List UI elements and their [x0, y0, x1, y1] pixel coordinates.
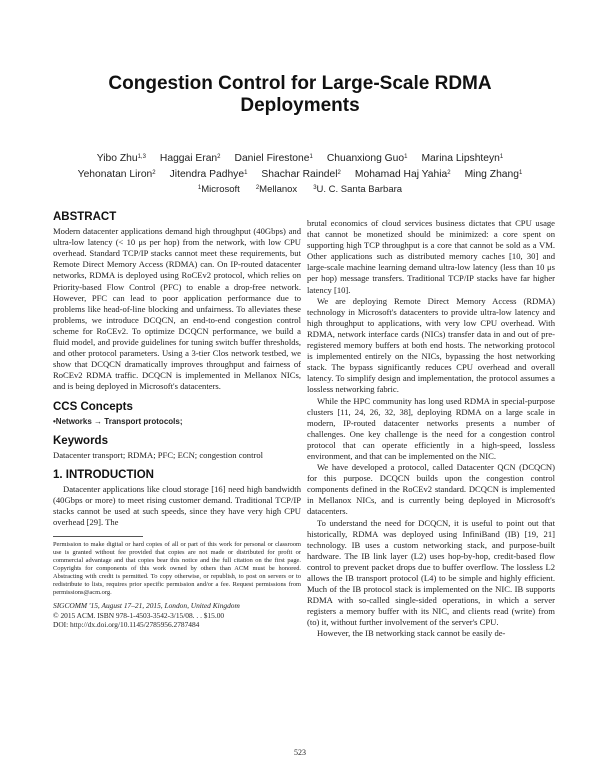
keywords-text: Datacenter transport; RDMA; PFC; ECN; congestion control: [53, 449, 264, 460]
author: Mohamad Haj Yahia$^2$: [354, 169, 451, 180]
intro-heading: 1. INTRODUCTION: [53, 468, 154, 481]
keywords-heading: Keywords: [53, 434, 108, 447]
permission-notice: Permission to make digital or hard copies of all or part of this work for personal or classroom use is granted without fee provided that copies are not made or distributed for profit or commercial advantage and that copies bear this notice and the full citation on the first page. Copyrights for components of this work owned by others than ACM must be honored. Abstracting with credit is permitted. To copy otherwise, or republish, to post on servers or to redistribute to lists, requires prior specific permission and/or a fee. Request permissions from permissions@acm.org.: [53, 541, 301, 597]
author: Yehonatan Liron$^2$: [77, 169, 156, 180]
footnote-rule: [53, 536, 143, 537]
abstract-heading: ABSTRACT: [53, 211, 117, 223]
paper-title: Congestion Control for Large-Scale RDMA Deployments: [108, 73, 492, 116]
author: Chuanxiong Guo$^1$: [326, 153, 408, 164]
author-row-1: [40, 150, 560, 166]
right-column: [307, 218, 555, 640]
author: Marina Lipshteyn$^1$: [421, 153, 504, 164]
intro-text: Datacenter applications like cloud storage [16] need high bandwidth (40Gbps or more) to meet rising customer demand. Traditional TCP/IP stacks cannot be used at such speeds, since they have very high CPU overhead [29]. The: [53, 483, 301, 528]
paragraph: We are deploying Remote Direct Memory Access (RDMA) technology in Microsoft's datacenters to provide ultra-low latency and high throughput to applications, with very low CPU overhead. With RDMA, network interface cards (NICs) transfer data in and out of pre-registered memory buffers at both end hosts. The networking protocol is implemented entirely on the NICs, bypassing the host networking stack. The bypass significantly reduces CPU overhead and overall latency. To simplify design and implementation, the protocol assumes a lossless networking fabric.: [307, 295, 555, 395]
ccs-heading: CCS Concepts: [53, 400, 133, 413]
author: Haggai Eran$^2$: [159, 153, 221, 164]
conference-venue: SIGCOMM '15, August 17–21, 2015, London, United Kingdom: [53, 601, 240, 611]
author: Yibo Zhu$^{1,3}$: [96, 153, 146, 164]
paragraph: However, the IB networking stack cannot be easily de-: [317, 628, 506, 639]
ccs-text: •Networks → Transport protocols;: [53, 416, 183, 426]
left-column: [53, 212, 301, 630]
paragraph: brutal economics of cloud services business dictates that CPU usage that cannot be monetized should be minimized: a core spent on supporting high TCP throughput is a core that cannot be sold as a VM. Other applications such as distributed memory caches [10, 30] and large-scale machine learning demand ultra-low latency (less than 10 μs per hop) message transfers. Traditional TCP/IP stacks have far higher latency [10].: [307, 218, 555, 295]
affiliations: [40, 184, 560, 195]
author: Daniel Firestone$^1$: [234, 153, 313, 164]
affiliation: $^2$Mellanox: [255, 184, 298, 195]
paragraph: We have developed a protocol, called Datacenter QCN (DCQCN) for this purpose. DCQCN builds upon the congestion control components defined in the RoCEv2 standard. DCQCN is implemented in Mellanox NICs, and is currently being deployed in Microsoft's datacenters.: [307, 462, 555, 517]
abstract-text: Modern datacenter applications demand high throughput (40Gbps) and ultra-low latency (< 10 μs per hop) from the network, with low CPU overhead. Standard TCP/IP stacks cannot meet these requirements, but Remote Direct Memory Access (RDMA) can. On IP-routed datacenter networks, RDMA is deployed using RoCEv2 protocol, which relies on Priority-based Flow Control (PFC) to enable a drop-free network. However, PFC can lead to poor application performance due to problems like head-of-line blocking and unfairness. To alleviates these problems, we introduce DCQCN, an end-to-end congestion control scheme for RoCEv2. To optimize DCQCN performance, we build a fluid model, and provide guidelines for tuning switch buffer thresholds, and other protocol parameters. Using a 3-tier Clos network testbed, we show that DCQCN dramatically improves throughput and fairness of RoCEv2 RDMA traffic. DCQCN is implemented in Mellanox NICs, and is being deployed in Microsoft's datacenters.: [53, 226, 301, 392]
author-row-2: [40, 166, 560, 182]
author: Ming Zhang$^1$: [464, 169, 523, 180]
author: Jitendra Padhye$^1$: [169, 169, 248, 180]
author: Shachar Raindel$^2$: [261, 169, 341, 180]
paragraph: While the HPC community has long used RDMA in special-purpose clusters [11, 24, 26, 32, 38], deploying RDMA on a large scale in modern, IP-routed datacenter networks presents a number of challenges. One key challenge is the need for a congestion control protocol that can operate efficiently in a high-speed, lossless environment, and that can be implemented on the NIC.: [307, 395, 555, 461]
paragraph: To understand the need for DCQCN, it is useful to point out that historically, RDMA was deployed using InfiniBand (IB) [19, 21] technology. IB uses a custom networking stack, and purpose-built hardware. The IB link layer (L2) uses hop-by-hop, credit-based flow control to prevent packet drops due to buffer overflow. The lossless L2 allows the IB transport protocol (L4) to be simple and highly efficient. Much of the IB protocol stack is implemented on the NIC. IB supports RDMA with so-called single-sided operations, in which a server registers a memory buffer with its NIC, and clients read (write) from (to) it, without further involvement of the server's CPU.: [307, 517, 555, 628]
copyright-line: © 2015 ACM. ISBN 978-1-4503-3542-3/15/08. . . $15.00: [53, 610, 225, 620]
author-block: [40, 150, 560, 182]
affiliation: $^1$Microsoft: [197, 184, 240, 195]
doi-link[interactable]: DOI: http://dx.doi.org/10.1145/2785956.2787484: [53, 620, 200, 630]
conference-info: [53, 601, 301, 630]
page-number: 523: [294, 748, 306, 757]
affiliation: $^3$U. C. Santa Barbara: [313, 184, 403, 195]
